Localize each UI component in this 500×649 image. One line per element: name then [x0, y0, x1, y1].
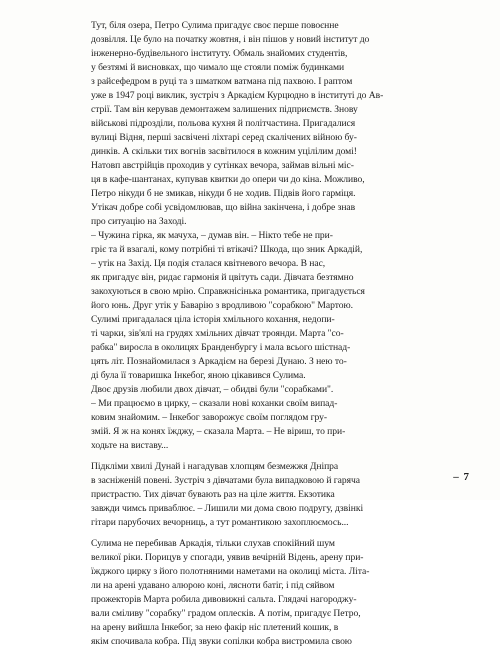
paragraph: [91, 537, 454, 649]
text-line: цять літ. Познайомилася з Аркадієм на березі Дунаю. З нею то-: [91, 356, 347, 367]
text-line: про ситуацію на Заході.: [91, 216, 187, 227]
text-line: – утік на Захід. Ця подія сталася квітневого вечора. В нас,: [91, 258, 326, 269]
text-line: – Ми працюємо в цирку, – сказали нові коханки своїм випад-: [91, 398, 338, 409]
text-line: змій. Я ж на конях їжджу, – сказала Марта. – Не віриш, то при-: [91, 426, 346, 437]
text-line: якім спочивала кобра. Під звуки сопілки кобра вистромила свою: [91, 636, 352, 647]
text-line: ковим знайомим. – Інкебог заворожує своїм поглядом гру-: [91, 412, 327, 423]
text-line: Петро нікуди б не змикав, нікуди б не ходив. Підвів його гарміця.: [91, 188, 356, 199]
paragraph: [91, 313, 454, 453]
paragraph: [91, 19, 454, 229]
text-line: їжджого цирку з його полотняними наметами на околиці міста. Літа-: [91, 566, 370, 577]
text-line: гітари парубочих вечорниць, а тут романтикою захоплюємось...: [91, 517, 349, 528]
text-line: як пригадує він, ридає гармонія й цвітуть сади. Дівчата безтямно: [91, 272, 354, 283]
text-line: інженерно-будівельного інституту. Обмаль знайомих студентів,: [91, 48, 348, 59]
text-line: Тут, біля озера, Петро Сулима пригадує своє перше повоєнне: [91, 20, 339, 31]
paragraph-gap: [91, 453, 454, 460]
text-line: військові підрозділи, польова кухня й політчастина. Пригадалися: [91, 118, 356, 129]
text-line: дозвілля. Це було на початку жовтня, і він пішов у новий інститут до: [91, 34, 370, 45]
text-line: з райсефедром в руці та з шматком ватмана під пахвою. І раптом: [91, 76, 353, 87]
paragraph-gap: [91, 530, 454, 537]
paragraph: [91, 460, 454, 530]
text-line: ходьте на виставу...: [91, 440, 169, 451]
text-line: у безтямі й висновках, що чимало ще стояли поміж будинками: [91, 62, 345, 73]
paragraph: [91, 229, 454, 313]
text-line: – Чужина гірка, як мачуха, – думав він. – Нікто тебе не при-: [91, 230, 333, 241]
text-line: ті чарки, зів'ялі на грудях хмільних дівчат троянди. Марта "со-: [91, 328, 344, 339]
text-line: закохуються в свою мрію. Справжнісінька романтика, пригадується: [91, 286, 365, 297]
text-line: уже в 1947 році виклик, зустріч з Аркадієм Курцюдно в інституті до Ав-: [91, 90, 384, 101]
text-line: в засніженій повені. Зустріч з дівчатами була випадковою й гаряча: [91, 475, 360, 486]
text-line: стрії. Там він керував демонтажем залишених підприємств. Знову: [91, 104, 358, 115]
text-line: Підкліми хвилі Дунай і нагадував хлопцям безмежжя Дніпра: [91, 461, 339, 472]
text-line: пристрастю. Тих дівчат бувають раз на ціле життя. Екзотика: [91, 489, 335, 500]
text-line: на арену вийшла Інкебог, за нею факір ніс плетений кошик, в: [91, 622, 339, 633]
text-line: Утікач добре собі усвідомлював, що війна закінчена, і добре знав: [91, 202, 356, 213]
text-line: рабка" виросла в околицях Бранденбургу і мала всього шістнад-: [91, 342, 351, 353]
text-line: Натовп австрійців проходив у сутінках вечора, займав вільні міс-: [91, 160, 354, 171]
text-line: завжди чимсь приваблює. – Лишили ми дома свою подругу, дзвінкі: [91, 503, 364, 514]
text-line: великої ріки. Порицув у спогади, уявив вечірній Відень, арену при-: [91, 552, 364, 563]
text-line: ді була її товаришка Інкебог, яною цікавився Сулима.: [91, 370, 306, 381]
text-line: його юнь. Друг утік у Баварію з вродливою "сорабкою" Мартою.: [91, 300, 353, 311]
text-line: Сулимі пригадалася ціла історія хмільного кохання, недопи-: [91, 314, 335, 325]
text-line: гріє та й взагалі, кому потрібні ті втікачі? Шкода, що зник Аркадій,: [91, 244, 363, 255]
text-line: прожекторів Марта робила дивовижні сальта. Глядачі нагороджу-: [91, 594, 357, 605]
text-line: вали сміливу "сорабку" градом оплесків. А потім, пригадує Петро,: [91, 608, 361, 619]
text-line: Сулима не перебивав Аркадія, тільки слухав спокійний шум: [91, 538, 335, 549]
text-line: ця в кафе-шантанах, купував квитки до опери чи до кіна. Можливо,: [91, 174, 365, 185]
text-line: ли на арені удавано алюрою коні, лясноти батіг, і під сяйвом: [91, 580, 335, 591]
text-column: [91, 19, 454, 649]
text-line: вулиці Відня, перші засвічені ліхтарі серед скалічених війною бу-: [91, 132, 357, 143]
text-line: Двоє друзів любили двох дівчат, – обидві були "сорабками".: [91, 384, 334, 395]
text-line: динків. А скільки тих вогнів засвітилося в кожним уцілілим домі!: [91, 146, 357, 157]
page-number: – 7: [453, 471, 470, 483]
